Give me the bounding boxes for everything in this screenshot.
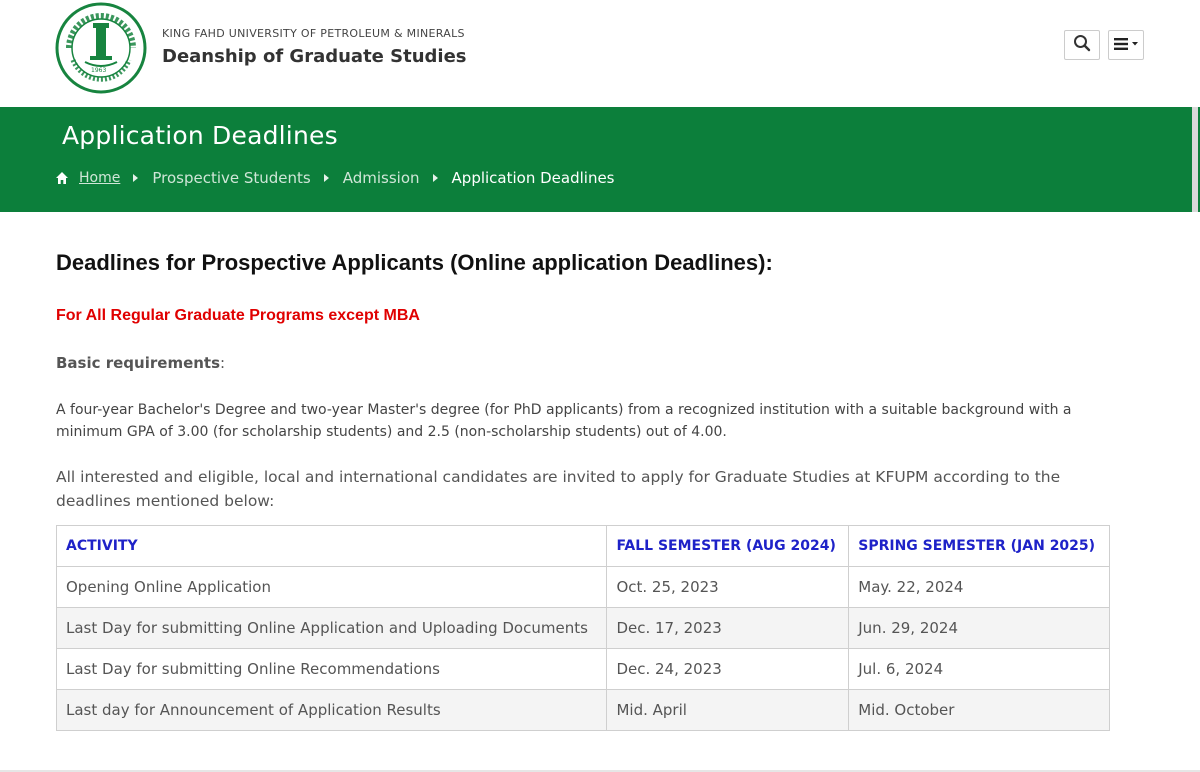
table-row <box>57 690 1110 731</box>
basic-requirements-title: Basic requirements <box>56 354 221 372</box>
hamburger-menu-icon <box>1113 36 1139 55</box>
spring-date-cell: Jul. 6, 2024 <box>849 649 1110 690</box>
activity-cell: Last day for Announcement of Application Results <box>57 690 607 731</box>
activity-cell: Last Day for submitting Online Recommendations <box>57 649 607 690</box>
search-icon <box>1073 34 1091 56</box>
fall-date-cell: Dec. 24, 2023 <box>607 649 849 690</box>
breadcrumb-home-link[interactable]: Home <box>79 170 121 186</box>
program-subheading: For All Regular Graduate Programs except MBA <box>56 307 420 324</box>
table-row <box>57 649 1110 690</box>
fall-date-cell: Oct. 25, 2023 <box>607 567 849 608</box>
page-banner <box>0 107 1200 212</box>
invitation-paragraph: All interested and eligible, local and international candidates are invited to apply for Graduate Studies at KFUPM according to the deadlines mentioned below: <box>56 468 1061 510</box>
column-header-spring: SPRING SEMESTER (JAN 2025) <box>849 526 1110 567</box>
spring-date-cell: May. 22, 2024 <box>849 567 1110 608</box>
breadcrumb-separator-icon <box>324 174 329 182</box>
basic-requirements-label <box>56 354 225 372</box>
spring-date-cell: Mid. October <box>849 690 1110 731</box>
table-row <box>57 567 1110 608</box>
breadcrumb-prospective-students[interactable]: Prospective Students <box>152 169 311 187</box>
column-header-activity: ACTIVITY <box>57 526 607 567</box>
kfupm-logo[interactable] <box>55 2 147 94</box>
breadcrumb-admission[interactable]: Admission <box>342 169 420 187</box>
breadcrumb-separator-icon <box>133 174 138 182</box>
table-header-row <box>57 526 1110 567</box>
university-name: KING FAHD UNIVERSITY OF PETROLEUM & MINERALS <box>162 27 465 40</box>
page-title: Application Deadlines <box>62 121 338 150</box>
department-name[interactable]: Deanship of Graduate Studies <box>162 46 467 67</box>
fall-date-cell: Dec. 17, 2023 <box>607 608 849 649</box>
column-header-fall: FALL SEMESTER (AUG 2024) <box>607 526 849 567</box>
site-header <box>0 0 1200 107</box>
activity-cell: Last Day for submitting Online Application and Uploading Documents <box>57 608 607 649</box>
basic-requirements-colon: : <box>220 354 226 372</box>
section-heading: Deadlines for Prospective Applicants (Online application Deadlines): <box>56 250 773 275</box>
menu-toggle-button[interactable] <box>1108 30 1144 60</box>
breadcrumb <box>55 169 615 187</box>
scrollbar-thumb[interactable] <box>1192 107 1198 212</box>
search-button[interactable] <box>1064 30 1100 60</box>
breadcrumb-separator-icon <box>433 174 438 182</box>
fall-date-cell: Mid. April <box>607 690 849 731</box>
activity-cell: Opening Online Application <box>57 567 607 608</box>
breadcrumb-current: Application Deadlines <box>451 169 615 187</box>
spring-date-cell: Jun. 29, 2024 <box>849 608 1110 649</box>
table-row <box>57 608 1110 649</box>
home-icon[interactable] <box>55 171 69 185</box>
deadlines-table <box>56 525 1110 731</box>
requirements-paragraph: A four-year Bachelor's Degree and two-year Master's degree (for PhD applicants) from a recognized institution with a suitable background with a minimum GPA of 3.00 (for scholarship students) and 2.5 (non-scholarship students) out of 4.00. <box>56 402 1072 440</box>
logo-year: 1963 <box>91 67 107 74</box>
